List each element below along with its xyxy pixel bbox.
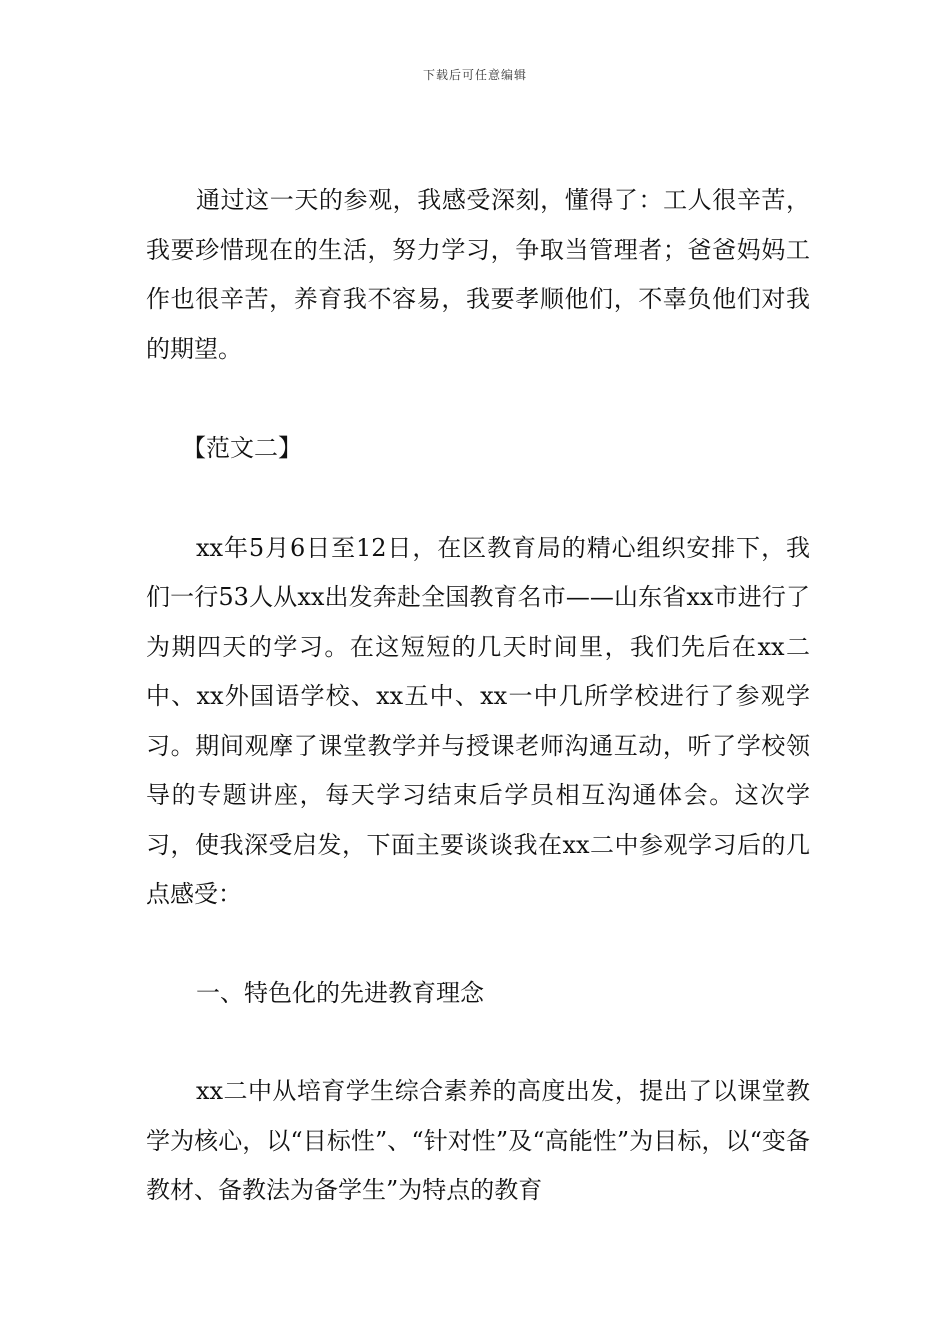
spacer	[146, 474, 810, 524]
paragraph-education-concept: xx二中从培育学生综合素养的高度出发，提出了以课堂教学为核心，以“目标性”、“针对性”及“高能性”为目标，以“变备教材、备教法为备学生”为特点的教育	[146, 1077, 810, 1204]
paragraph-reflection: 通过这一天的参观，我感受深刻，懂得了：工人很辛苦，我要珍惜现在的生活，努力学习，争取当管理者；爸爸妈妈工作也很辛苦，养育我不容易，我要孝顺他们，不辜负他们对我的期望。	[146, 186, 810, 363]
section-heading-one: 一、特色化的先进教育理念	[196, 978, 484, 1007]
spacer	[146, 374, 810, 424]
spacer	[146, 920, 810, 969]
paragraph-study-trip: xx年5月6日至12日，在区教育局的精心组织安排下，我们一行53人从xx出发奔赴全国教育名市——山东省xx市进行了为期四天的学习。在这短短的几天时间里，我们先后在xx二中、xx外国语学校、xx五中、xx一中几所学校进行了参观学习。期间观摩了课堂教学并与授课老师沟通互动，听了学校领导的专题讲座，每天学习结束后学员相互沟通体会。这次学习，使我深受启发，下面主要谈谈我在xx二中参观学习后的几点感受：	[146, 533, 810, 908]
header-note: 下载后可任意编辑	[422, 68, 527, 82]
spacer	[146, 1018, 810, 1067]
document-body	[146, 176, 810, 1216]
heading-sample-two: 【范文二】	[182, 434, 302, 462]
